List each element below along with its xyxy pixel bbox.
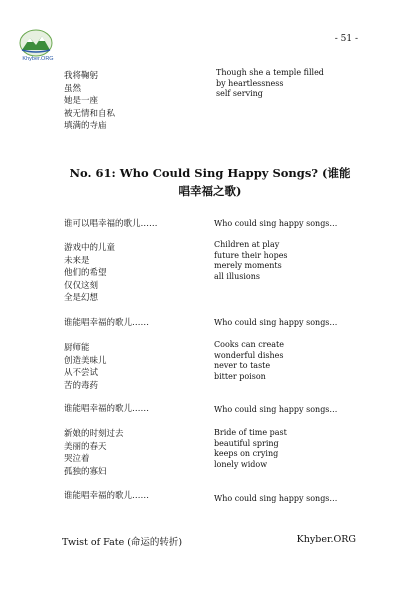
zh-line: 美丽的春天 [64, 441, 107, 452]
stanza-1-zh [64, 242, 194, 305]
en-line: all illusions [214, 271, 260, 281]
footer-book-title: Twist of Fate (命运的转折) [62, 537, 183, 548]
en-line: merely moments [214, 261, 282, 270]
zh-line: 仅仅这刻 [64, 280, 99, 291]
zh-line: 新娘的时刻过去 [64, 429, 124, 439]
refrain-en: Who could sing happy songs… [214, 219, 338, 228]
page-number: - 51 - [334, 34, 358, 44]
zh-line: 她是一座 [64, 96, 99, 106]
khyber-logo-icon [16, 28, 56, 58]
refrain-zh: 谁可以唱幸福的歌儿…… [64, 219, 158, 229]
stanza-3-zh [64, 428, 194, 478]
zh-line: 被无情和自私 [64, 108, 116, 119]
stanza-3-en [214, 428, 364, 470]
en-line: Children at play [214, 240, 280, 249]
refrain-en: Who could sing happy songs… [214, 318, 338, 327]
en-line: keeps on crying [214, 449, 279, 458]
en-line: self serving [216, 89, 263, 98]
refrain-zh: 谁能唱幸福的歌儿…… [64, 318, 150, 328]
zh-line: 游戏中的儿童 [64, 243, 116, 253]
zh-line: 孤独的寡妇 [64, 466, 107, 477]
refrain-en: Who could sing happy songs… [214, 405, 338, 414]
poem-title-line2: 唱幸福之歌) [178, 184, 242, 198]
en-line: by heartlessness [216, 78, 284, 88]
stanza-2-en [214, 340, 364, 382]
en-line: beautiful spring [214, 438, 279, 448]
en-line: Bride of time past [214, 428, 287, 437]
en-line: future their hopes [214, 250, 288, 260]
zh-line: 全是幻想 [64, 293, 99, 303]
top-zh-block [64, 70, 194, 133]
en-line: wonderful dishes [214, 350, 284, 360]
en-line: bitter poison [214, 371, 266, 381]
zh-line: 我将鞠躬 [64, 71, 99, 81]
zh-line: 他们的希望 [64, 268, 107, 278]
refrain-zh: 谁能唱幸福的歌儿…… [64, 491, 150, 501]
en-line: Cooks can create [214, 340, 284, 349]
stanza-2-zh [64, 342, 194, 392]
en-line: lonely widow [214, 459, 268, 469]
top-en-block [216, 68, 366, 100]
footer-site: Khyber.ORG [296, 534, 356, 545]
en-line: never to taste [214, 361, 271, 370]
poem-title [40, 164, 380, 200]
zh-line: 厨师能 [64, 343, 90, 353]
refrain-en: Who could sing happy songs… [214, 494, 338, 503]
zh-line: 填满的寺庙 [64, 121, 107, 131]
zh-line: 从不尝试 [64, 368, 99, 378]
zh-line: 苦的毒药 [64, 380, 99, 391]
zh-line: 创造美味儿 [64, 355, 107, 366]
poem-title-line1: No. 61: Who Could Sing Happy Songs? (谁能 [69, 166, 351, 180]
zh-line: 虽然 [64, 83, 82, 94]
en-line: Though she a temple filled [216, 68, 324, 77]
zh-line: 哭泣着 [64, 454, 90, 464]
zh-line: 未来是 [64, 255, 90, 266]
logo-text: Khyber.ORG [22, 56, 54, 62]
refrain-zh: 谁能唱幸福的歌儿…… [64, 404, 150, 414]
stanza-1-en [214, 240, 364, 282]
